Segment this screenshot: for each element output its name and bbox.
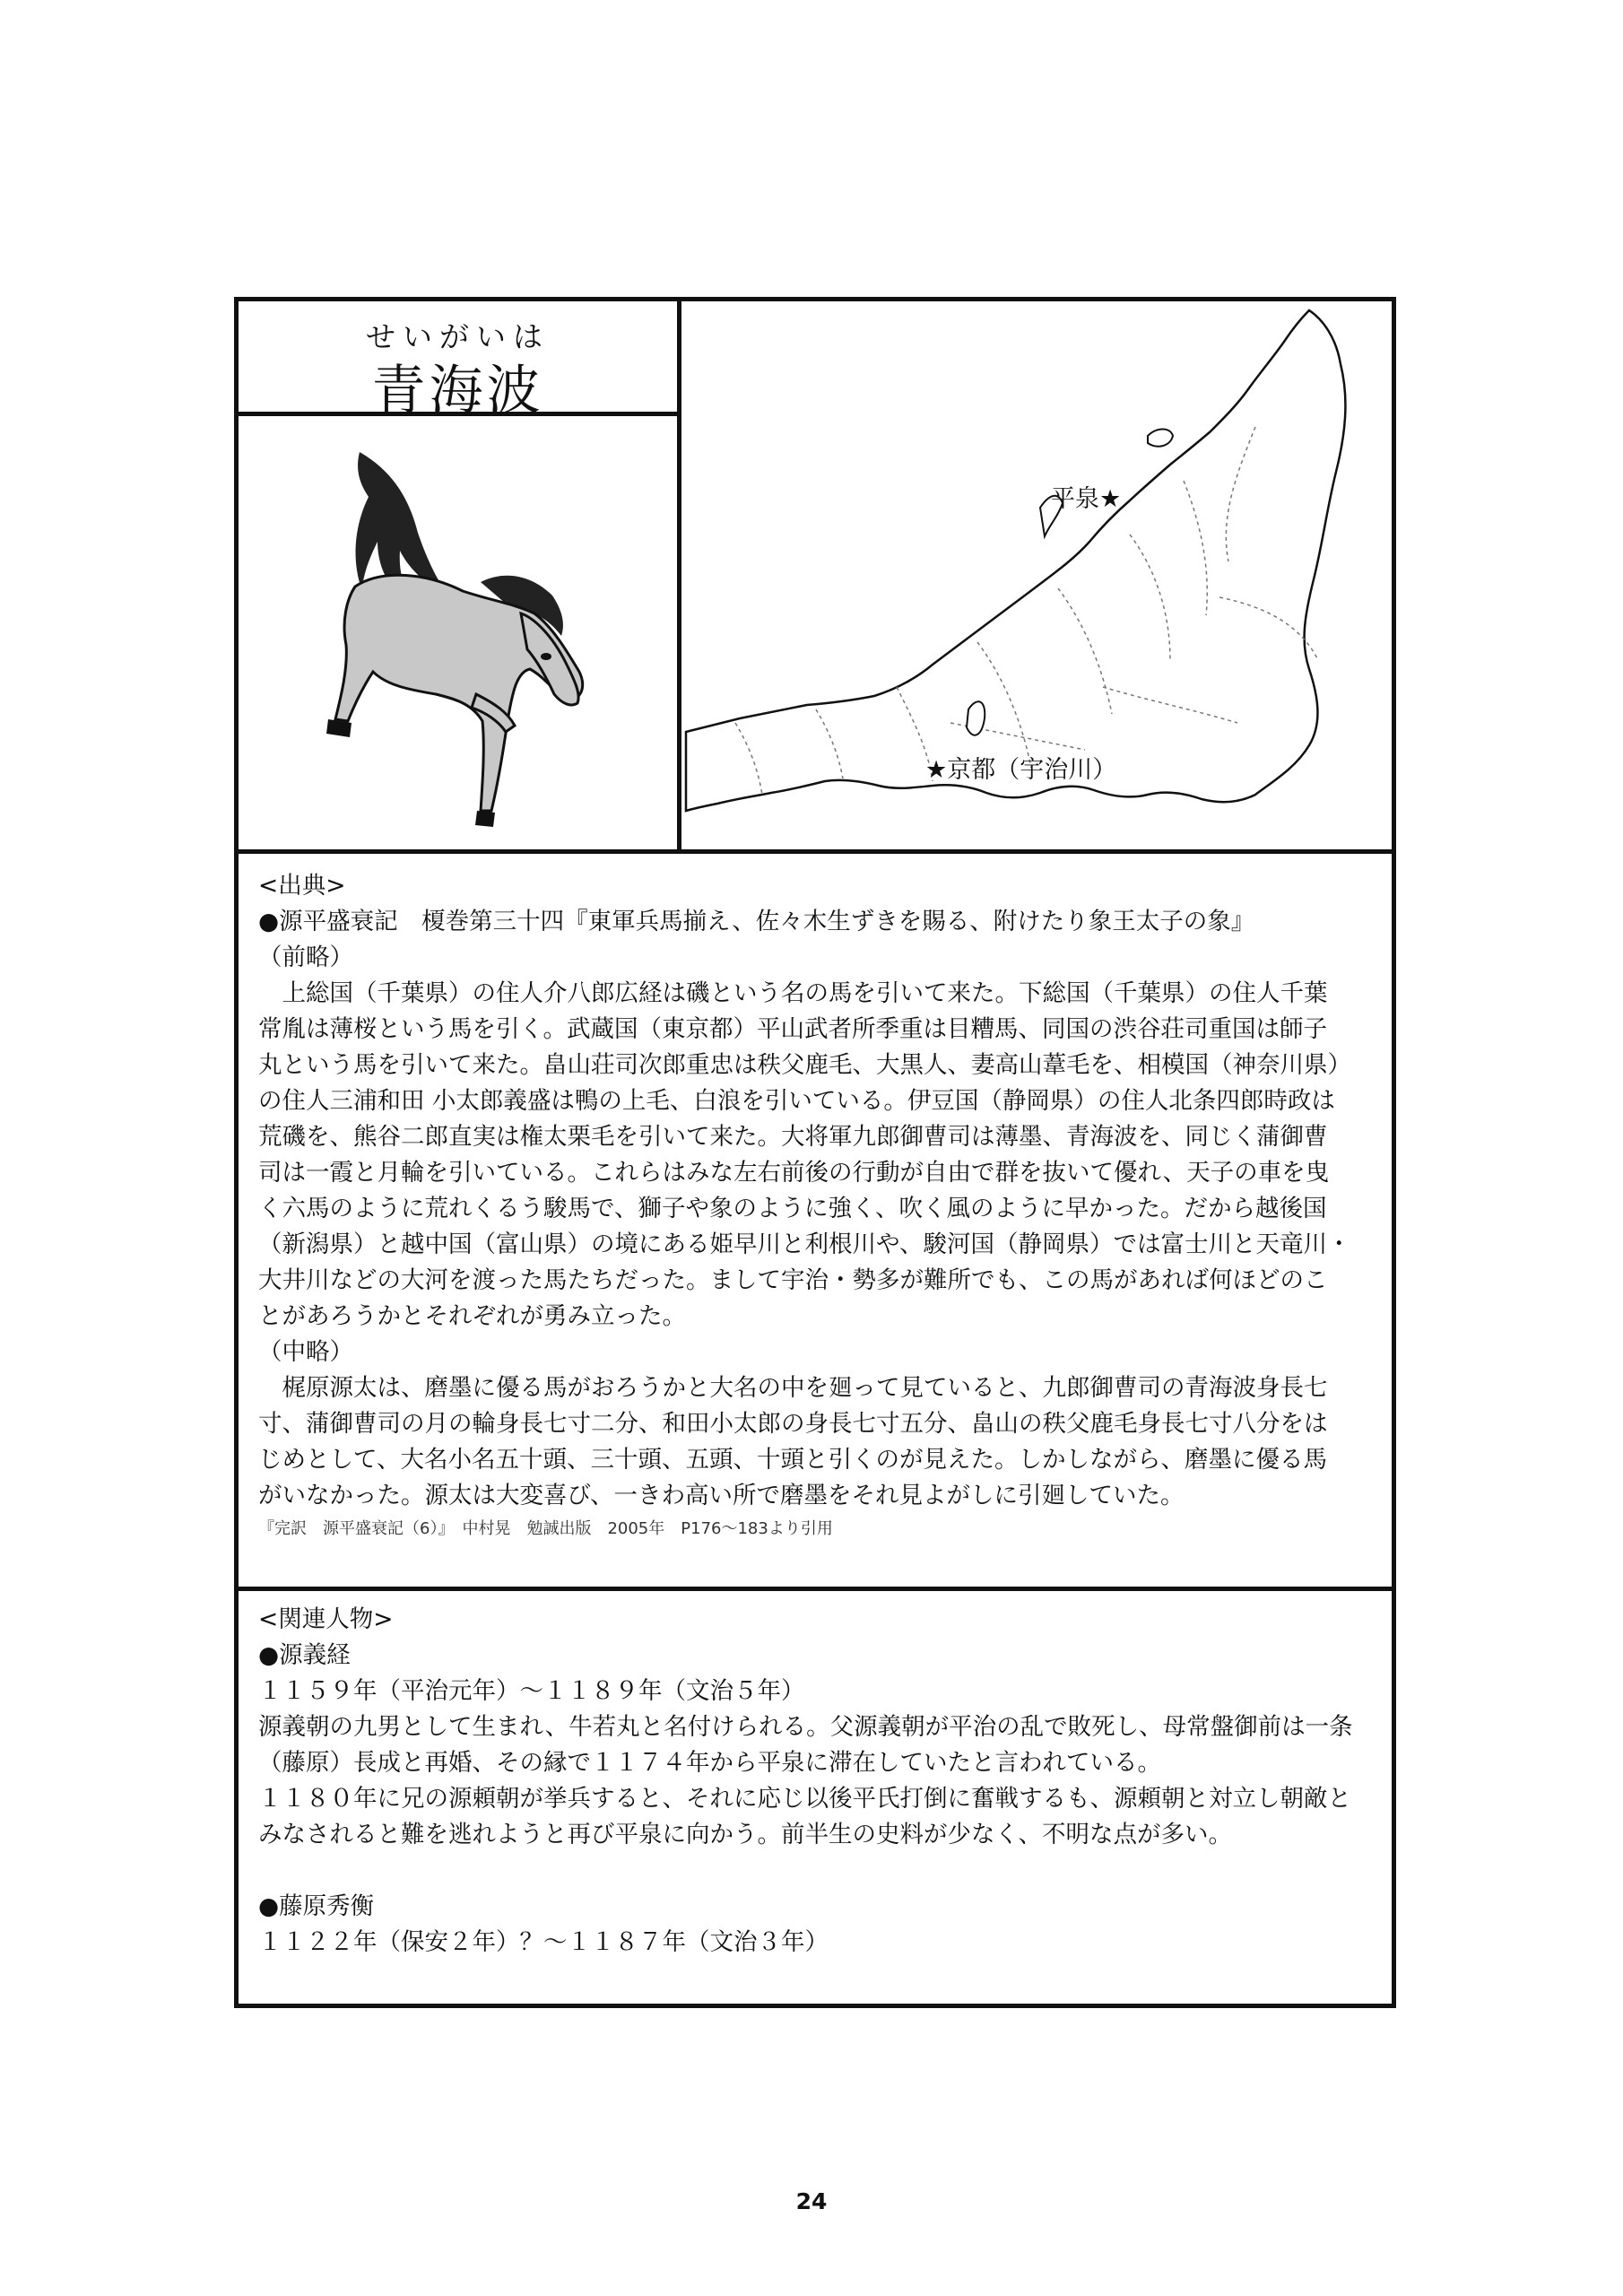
entry-frame (234, 297, 1396, 2008)
chuuryaku-note: （中略） (258, 1338, 353, 1366)
page-number: 24 (795, 2188, 828, 2214)
paragraph-line: じめとして、大名小名五十頭、三十頭、五頭、十頭と引くのが見えた。しかしながら、磨墨に優る馬 (258, 1446, 1327, 1474)
title-reading: せいがいは (366, 319, 550, 354)
paragraph-line: 大井川などの大河を渡った馬たちだった。まして宇治・勢多が難所でも、この馬があれば何ほどのこ (258, 1266, 1328, 1294)
person-name: ●藤原秀衡 (258, 1892, 375, 1920)
person-bio-line: （藤原）長成と再婚、その縁で１１７４年から平泉に滞在していたと言われている。 (258, 1749, 1161, 1777)
paragraph-line: 梶原源太は、磨墨に優る馬がおろうかと大名の中を廻って見ていると、九郎御曹司の青海波身長七 (258, 1374, 1328, 1402)
related-people-section (239, 1591, 1392, 2004)
source-section (239, 849, 1392, 1591)
kyoto-label: ★京都（宇治川） (925, 756, 1117, 784)
paragraph-line: がいなかった。源太は大変喜び、一きわ高い所で磨墨をそれ見よがしに引廻していた。 (258, 1482, 1185, 1509)
paragraph-line: く六馬のように荒れくるう駿馬で、獅子や象のように強く、吹く風のように早かった。だから越後国 (258, 1195, 1327, 1222)
person-name: ●源義経 (258, 1641, 351, 1669)
person-bio-line: １１８０年に兄の源頼朝が挙兵すると、それに応じ以後平氏打倒に奮戦するも、源頼朝と対立し朝敵と (258, 1785, 1351, 1813)
zenryaku-note: （前略） (258, 944, 353, 971)
map-cell (681, 301, 1392, 849)
related-heading: <関連人物> (258, 1605, 394, 1633)
paragraph-line: （新潟県）と越中国（富山県）の境にある姫早川と利根川や、駿河国（静岡県）では富士川と天竜川・ (258, 1231, 1351, 1258)
entry-title: 青海波 (371, 360, 544, 422)
horse-illustration (292, 434, 633, 829)
paragraph-line: 丸という馬を引いて来た。畠山荘司次郎重忠は秩父鹿毛、大黒人、妻高山葦毛を、相模国（神奈川県） (258, 1051, 1351, 1079)
person-bio-line: みなされると難を逃れようと再び平泉に向かう。前半生の史料が少なく、不明な点が多い。 (258, 1821, 1232, 1848)
paragraph-line: 司は一霞と月輪を引いている。これらはみな左右前後の行動が自由で群を抜いて優れ、天子の車を曳 (258, 1159, 1330, 1187)
paragraph-line: 上総国（千葉県）の住人介八郎広経は磯という名の馬を引いて来た。下総国（千葉県）の住人千葉 (258, 979, 1328, 1007)
source-citation: ●源平盛衰記 榎巻第三十四『東軍兵馬揃え、佐々木生ずきを賜る、附けたり象王太子の象』 (258, 908, 1255, 935)
reference-note: 『完訳 源平盛衰記（6）』 中村晃 勉誠出版 2005年 P176～183より引用 (258, 1519, 833, 1538)
hiraizumi-label: 平泉★ (1051, 485, 1122, 513)
horse-illustration-cell (239, 416, 681, 849)
person-dates: １１５９年（平治元年）～１１８９年（文治５年） (258, 1677, 805, 1705)
paragraph-line: とがあろうかとそれぞれが勇み立った。 (258, 1302, 686, 1330)
title-cell (239, 301, 681, 422)
person-bio-line: 源義朝の九男として生まれ、牛若丸と名付けられる。父源義朝が平治の乱で敗死し、母常盤御前は一条 (258, 1713, 1353, 1741)
source-heading: <出典> (258, 872, 346, 900)
paragraph-line: 常胤は薄桜という馬を引く。武蔵国（東京都）平山武者所季重は目糟馬、同国の渋谷荘司重国は師子 (258, 1015, 1327, 1043)
paragraph-line: の住人三浦和田 小太郎義盛は鴨の上毛、白浪を引いている。伊豆国（静岡県）の住人北条四郎時政は (258, 1087, 1335, 1115)
paragraph-line: 荒磯を、熊谷二郎直実は権太栗毛を引いて来た。大将軍九郎御曹司は薄墨、青海波を、同じく蒲御曹 (258, 1123, 1328, 1151)
paragraph-line: 寸、蒲御曹司の月の輪身長七寸二分、和田小太郎の身長七寸五分、畠山の秩父鹿毛身長七寸八分をは (258, 1410, 1328, 1438)
person-dates: １１２２年（保安２年）？～１１８７年（文治３年） (258, 1928, 829, 1956)
spacer (258, 1853, 1372, 1889)
